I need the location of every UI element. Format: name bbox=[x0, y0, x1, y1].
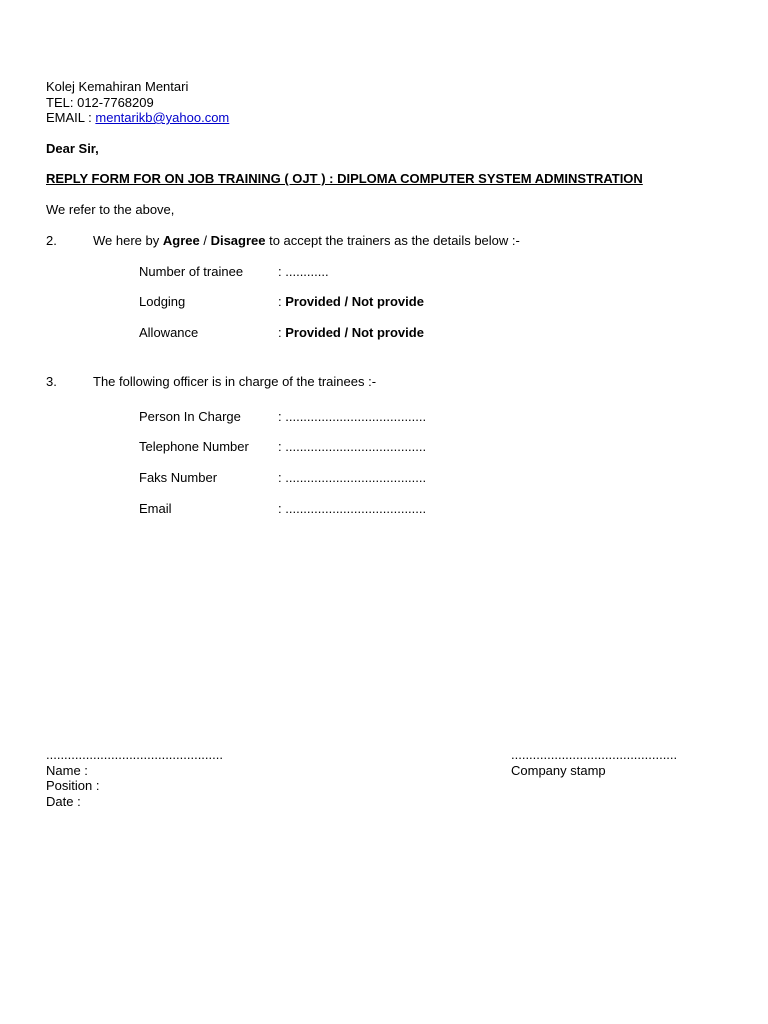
email-field-label: Email bbox=[139, 501, 172, 516]
telephone-field[interactable] bbox=[278, 439, 426, 454]
person-in-charge-value: ....................................... bbox=[285, 409, 427, 424]
para2-number: 2. bbox=[46, 233, 57, 248]
faks-field[interactable] bbox=[278, 470, 426, 485]
signature-line[interactable]: ................................................. bbox=[46, 747, 223, 762]
para2-text-after: to accept the trainers as the details below :- bbox=[265, 233, 520, 248]
email-field-value: ....................................... bbox=[285, 501, 427, 516]
lodging-label: Lodging bbox=[139, 294, 186, 309]
para2-text bbox=[93, 233, 520, 248]
allowance-field[interactable] bbox=[278, 325, 424, 340]
sender-tel bbox=[46, 95, 154, 110]
person-in-charge-label: Person In Charge bbox=[139, 409, 241, 424]
allowance-value: Provided / Not provide bbox=[285, 325, 424, 340]
para2-text-before: We here by bbox=[93, 233, 163, 248]
sender-email bbox=[46, 110, 229, 125]
position-label: Position : bbox=[46, 778, 100, 793]
trainee-count-value: ............ bbox=[285, 264, 329, 279]
agree-disagree-slash: / bbox=[199, 233, 211, 248]
lodging-colon: : bbox=[278, 294, 282, 309]
disagree-option: Disagree bbox=[210, 233, 266, 248]
person-in-charge-field[interactable] bbox=[278, 409, 426, 424]
tel-label: TEL: bbox=[46, 95, 74, 110]
para3-text: The following officer is in charge of the trainees :- bbox=[93, 374, 377, 389]
faks-label: Faks Number bbox=[139, 470, 218, 485]
salutation: Dear Sir, bbox=[46, 141, 99, 156]
email-field[interactable] bbox=[278, 501, 426, 516]
stamp-line[interactable]: .............................................. bbox=[511, 747, 678, 762]
subject-line: REPLY FORM FOR ON JOB TRAINING ( OJT ) : DIPLOMA COMPUTER SYSTEM ADMINSTRATION bbox=[46, 171, 643, 186]
trainee-count-label: Number of trainee bbox=[139, 264, 244, 279]
name-label: Name : bbox=[46, 763, 88, 778]
faks-value: ....................................... bbox=[285, 470, 427, 485]
email-link[interactable]: mentarikb@yahoo.com bbox=[95, 110, 230, 125]
lodging-value: Provided / Not provide bbox=[285, 294, 424, 309]
sender-name: Kolej Kemahiran Mentari bbox=[46, 79, 189, 94]
telephone-label: Telephone Number bbox=[139, 439, 249, 454]
tel-value: 012-7768209 bbox=[77, 95, 154, 110]
faks-colon: : bbox=[278, 470, 282, 485]
email-label: EMAIL : bbox=[46, 110, 92, 125]
date-label: Date : bbox=[46, 794, 81, 809]
email-field-colon: : bbox=[278, 501, 282, 516]
lodging-field[interactable] bbox=[278, 294, 424, 309]
telephone-value: ....................................... bbox=[285, 439, 427, 454]
intro-text: We refer to the above, bbox=[46, 202, 175, 217]
trainee-count-field[interactable] bbox=[278, 264, 329, 279]
person-in-charge-colon: : bbox=[278, 409, 282, 424]
telephone-colon: : bbox=[278, 439, 282, 454]
para3-number: 3. bbox=[46, 374, 57, 389]
allowance-colon: : bbox=[278, 325, 282, 340]
allowance-label: Allowance bbox=[139, 325, 199, 340]
trainee-count-colon: : bbox=[278, 264, 282, 279]
agree-option: Agree bbox=[162, 233, 200, 248]
company-stamp-label: Company stamp bbox=[511, 763, 606, 778]
